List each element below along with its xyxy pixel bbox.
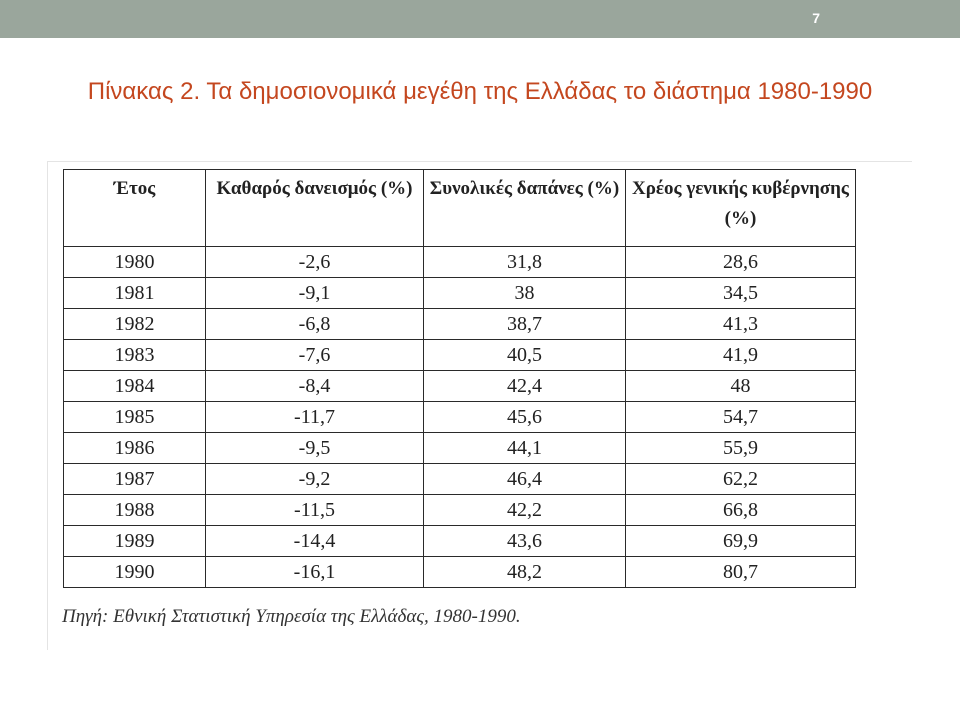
cell-government-debt: 41,3	[626, 309, 856, 340]
cell-year: 1981	[64, 278, 206, 309]
table-row	[64, 371, 856, 402]
cell-government-debt: 34,5	[626, 278, 856, 309]
cell-government-debt: 41,9	[626, 340, 856, 371]
cell-year: 1987	[64, 464, 206, 495]
table-header-row	[64, 170, 856, 247]
cell-net-borrowing: -16,1	[206, 557, 424, 588]
cell-government-debt: 48	[626, 371, 856, 402]
cell-net-borrowing: -11,7	[206, 402, 424, 433]
cell-total-expenditure: 44,1	[424, 433, 626, 464]
cell-government-debt: 55,9	[626, 433, 856, 464]
table-row	[64, 247, 856, 278]
cell-net-borrowing: -11,5	[206, 495, 424, 526]
cell-net-borrowing: -2,6	[206, 247, 424, 278]
cell-net-borrowing: -14,4	[206, 526, 424, 557]
cell-net-borrowing: -8,4	[206, 371, 424, 402]
cell-total-expenditure: 38,7	[424, 309, 626, 340]
cell-year: 1986	[64, 433, 206, 464]
cell-government-debt: 54,7	[626, 402, 856, 433]
cell-year: 1982	[64, 309, 206, 340]
cell-government-debt: 66,8	[626, 495, 856, 526]
cell-year: 1983	[64, 340, 206, 371]
table-row	[64, 340, 856, 371]
table-row	[64, 557, 856, 588]
cell-net-borrowing: -9,2	[206, 464, 424, 495]
cell-year: 1984	[64, 371, 206, 402]
table-row	[64, 495, 856, 526]
cell-total-expenditure: 40,5	[424, 340, 626, 371]
table-row	[64, 526, 856, 557]
table-row	[64, 278, 856, 309]
table-row	[64, 464, 856, 495]
cell-government-debt: 62,2	[626, 464, 856, 495]
slide-number: 7	[812, 10, 820, 26]
cell-total-expenditure: 46,4	[424, 464, 626, 495]
cell-total-expenditure: 42,2	[424, 495, 626, 526]
cell-total-expenditure: 31,8	[424, 247, 626, 278]
fiscal-data-table	[63, 169, 856, 588]
cell-year: 1988	[64, 495, 206, 526]
cell-total-expenditure: 38	[424, 278, 626, 309]
cell-net-borrowing: -7,6	[206, 340, 424, 371]
top-bar	[0, 0, 960, 38]
cell-net-borrowing: -9,1	[206, 278, 424, 309]
scan-border-left	[47, 161, 48, 650]
header-year: Έτος	[64, 170, 206, 247]
cell-year: 1989	[64, 526, 206, 557]
header-government-debt: Χρέος γενικής κυβέρνησης (%)	[626, 170, 856, 247]
cell-government-debt: 28,6	[626, 247, 856, 278]
table-row	[64, 433, 856, 464]
slide-title: Πίνακας 2. Τα δημοσιονομικά μεγέθη της Ελλάδας το διάστημα 1980-1990	[87, 78, 873, 105]
table-row	[64, 309, 856, 340]
cell-total-expenditure: 42,4	[424, 371, 626, 402]
cell-total-expenditure: 48,2	[424, 557, 626, 588]
header-net-borrowing: Καθαρός δανεισμός (%)	[206, 170, 424, 247]
cell-net-borrowing: -6,8	[206, 309, 424, 340]
cell-total-expenditure: 43,6	[424, 526, 626, 557]
cell-government-debt: 80,7	[626, 557, 856, 588]
cell-year: 1990	[64, 557, 206, 588]
scan-border-top	[48, 161, 912, 162]
table-row	[64, 402, 856, 433]
table-source-note: Πηγή: Εθνική Στατιστική Υπηρεσία της Ελλάδας, 1980-1990.	[62, 606, 521, 627]
cell-total-expenditure: 45,6	[424, 402, 626, 433]
cell-year: 1985	[64, 402, 206, 433]
header-total-expenditure: Συνολικές δαπάνες (%)	[424, 170, 626, 247]
cell-government-debt: 69,9	[626, 526, 856, 557]
cell-net-borrowing: -9,5	[206, 433, 424, 464]
cell-year: 1980	[64, 247, 206, 278]
